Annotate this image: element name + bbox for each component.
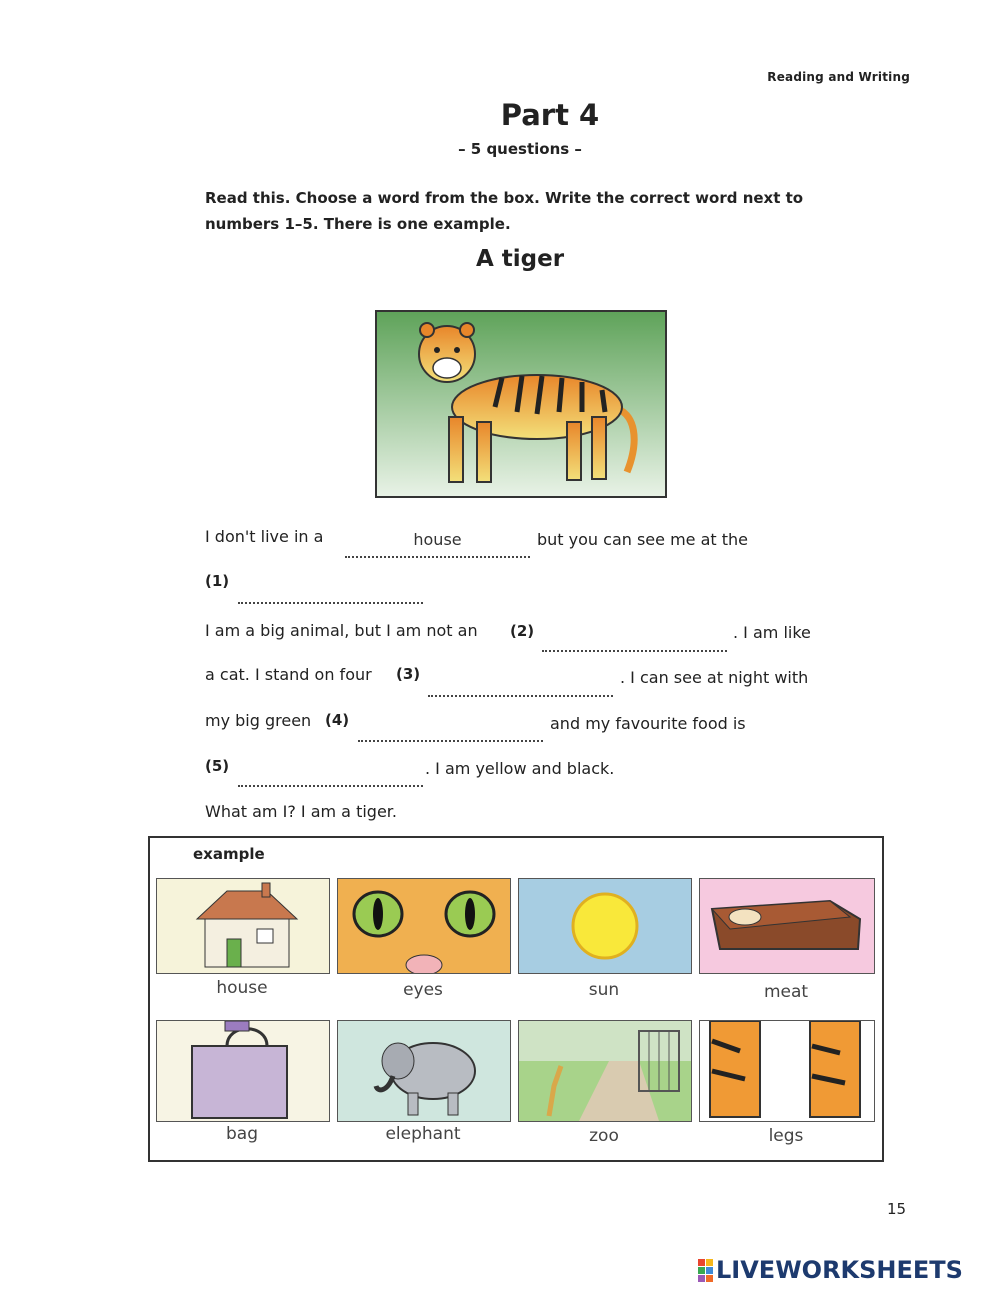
example-answer: house xyxy=(413,530,462,549)
word-legs: legs xyxy=(768,1126,804,1146)
page-number: 15 xyxy=(887,1200,907,1218)
story-line-4b: . I can see at night with xyxy=(620,668,809,687)
story-line-4: a cat. I stand on four xyxy=(205,665,372,684)
word-eyes: eyes xyxy=(403,980,443,1000)
legs-picture xyxy=(699,1020,875,1122)
story-line-1b: but you can see me at the xyxy=(537,530,749,549)
story-title: A tiger xyxy=(475,246,565,272)
question-1-number: (1) xyxy=(205,572,230,590)
brand-logo-icon xyxy=(698,1259,713,1282)
brand-name: LIVEWORKSHEETS xyxy=(716,1256,963,1284)
instructions: Read this. Choose a word from the box. Write the correct word next to numbers 1–5. There is one example. xyxy=(205,189,804,233)
section-header: Reading and Writing xyxy=(767,70,910,84)
question-2-number: (2) xyxy=(510,622,535,640)
elephant-picture xyxy=(337,1020,511,1122)
story-line-5b: and my favourite food is xyxy=(550,714,746,733)
question-4-number: (4) xyxy=(325,711,350,729)
story-line-7: What am I? I am a tiger. xyxy=(205,802,397,821)
answer-3-blank[interactable] xyxy=(428,675,613,697)
answer-1-blank[interactable] xyxy=(238,582,423,604)
bag-picture xyxy=(156,1020,330,1122)
answer-4-blank[interactable] xyxy=(358,720,543,742)
word-elephant: elephant xyxy=(385,1124,461,1144)
word-bag: bag xyxy=(226,1124,258,1144)
story-line-1: I don't live in a xyxy=(205,527,324,546)
word-zoo: zoo xyxy=(589,1126,619,1146)
story-line-3b: . I am like xyxy=(733,623,811,642)
question-3-number: (3) xyxy=(396,665,421,683)
zoo-picture xyxy=(518,1020,692,1122)
part-subtitle: – 5 questions – xyxy=(458,140,582,158)
story-line-6b: . I am yellow and black. xyxy=(425,759,615,778)
eyes-picture xyxy=(337,878,511,974)
meat-picture xyxy=(699,878,875,974)
word-house: house xyxy=(216,978,268,998)
answer-2-blank[interactable] xyxy=(542,630,727,652)
example-label: example xyxy=(193,845,265,863)
word-meat: meat xyxy=(763,982,809,1002)
word-sun: sun xyxy=(588,980,620,1000)
question-5-number: (5) xyxy=(205,757,230,775)
story-line-3: I am a big animal, but I am not an xyxy=(205,621,478,640)
answer-5-blank[interactable] xyxy=(238,765,423,787)
liveworksheets-logo[interactable] xyxy=(698,1256,963,1284)
tiger-illustration xyxy=(375,310,667,498)
story-line-5: my big green xyxy=(205,711,312,730)
house-picture xyxy=(156,878,330,974)
sun-picture xyxy=(518,878,692,974)
part-title: Part 4 xyxy=(500,98,600,132)
